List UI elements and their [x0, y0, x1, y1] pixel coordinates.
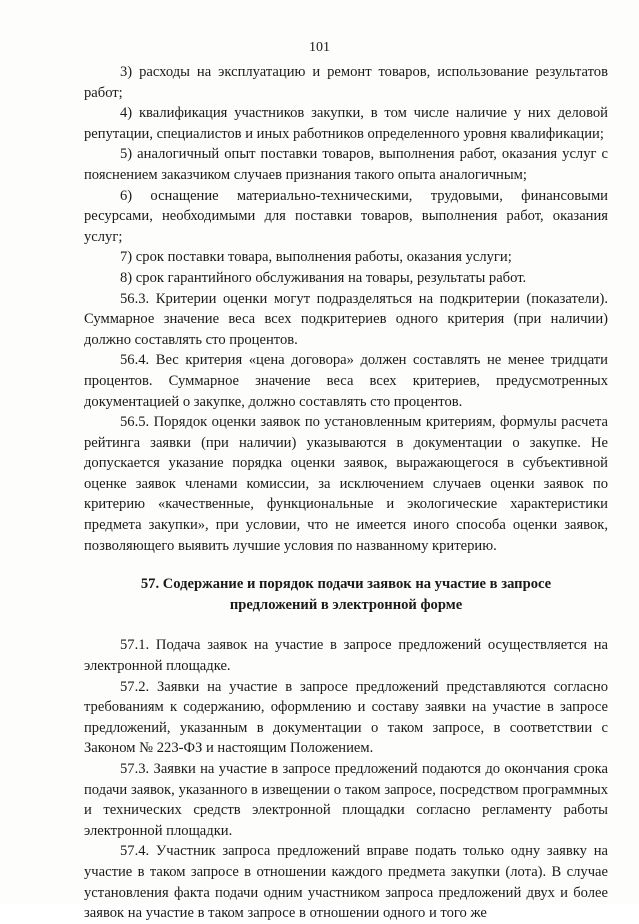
page-number: 101	[309, 40, 330, 55]
paragraph: 5) аналогичный опыт поставки товаров, выполнения работ, оказания услуг с пояснением заказчиком случаев признания такого опыта аналогичным;	[84, 146, 608, 183]
paragraph: 57.2. Заявки на участие в запросе предложений представляются согласно требованиям к содержанию, оформлению и составу заявки на участие в запросе предложений, указанным в документации о таком запросе, в соответствии с Законом № 223-ФЗ и настоящим Положением.	[84, 678, 608, 757]
paragraph: 4) квалификация участников закупки, в том числе наличие у них деловой репутации, специалистов и иных работников определенного уровня квалификации;	[84, 105, 608, 142]
section-heading: 57. Содержание и порядок подачи заявок на участие в запросе предложений в электронной форме	[140, 576, 552, 613]
paragraph: 3) расходы на эксплуатацию и ремонт товаров, использование результатов работ;	[84, 64, 608, 101]
paragraph: 57.1. Подача заявок на участие в запросе предложений осуществляется на электронной площадке.	[84, 637, 608, 675]
paragraph: 56.3. Критерии оценки могут подразделяться на подкритерии (показатели). Суммарное значение веса всех подкритериев одного критерия (при наличии) должно составлять сто процентов.	[84, 290, 608, 348]
paragraph: 6) оснащение материально-техническими, трудовыми, финансовыми ресурсами, необходимыми для поставки товаров, выполнения работ, оказания услуг;	[84, 187, 608, 245]
document-body	[84, 62, 608, 924]
paragraph: 56.4. Вес критерия «цена договора» должен составлять не менее тридцати процентов. Суммарное значение веса всех критериев, предусмотренных документацией о закупке, должно составлять сто процентов.	[84, 352, 608, 410]
paragraph: 8) срок гарантийного обслуживания на товары, результаты работ.	[120, 269, 527, 286]
paragraph: 56.5. Порядок оценки заявок по установленным критериям, формулы расчета рейтинга заявки (при наличии) указываются в документации о закупке. Не допускается указание порядка оценки заявок, выражающегося в субъективной оценке заявок членами комиссии, за исключением случаев оценки заявок по критерию «качественные, функциональные и экологические характеристики предмета закупки», при условии, что не имеется иного способа оценки заявок, позволяющего выявить лучшие условия по названному критерию.	[84, 414, 608, 554]
paragraph: 7) срок поставки товара, выполнения работы, оказания услуги;	[120, 249, 512, 266]
paragraph: 57.4. Участник запроса предложений вправе подать только одну заявку на участие в таком запросе в отношении каждого предмета закупки (лота). В случае установления факта подачи одним участником запроса предложений двух и более заявок на участие в таком запросе в отношении одного и того же	[84, 843, 608, 922]
paragraph: 57.3. Заявки на участие в запросе предложений подаются до окончания срока подачи заявок, указанного в извещении о таком запросе, посредством программных и технических средств электронной площадки согласно регламенту работы электронной площадки.	[84, 761, 608, 839]
